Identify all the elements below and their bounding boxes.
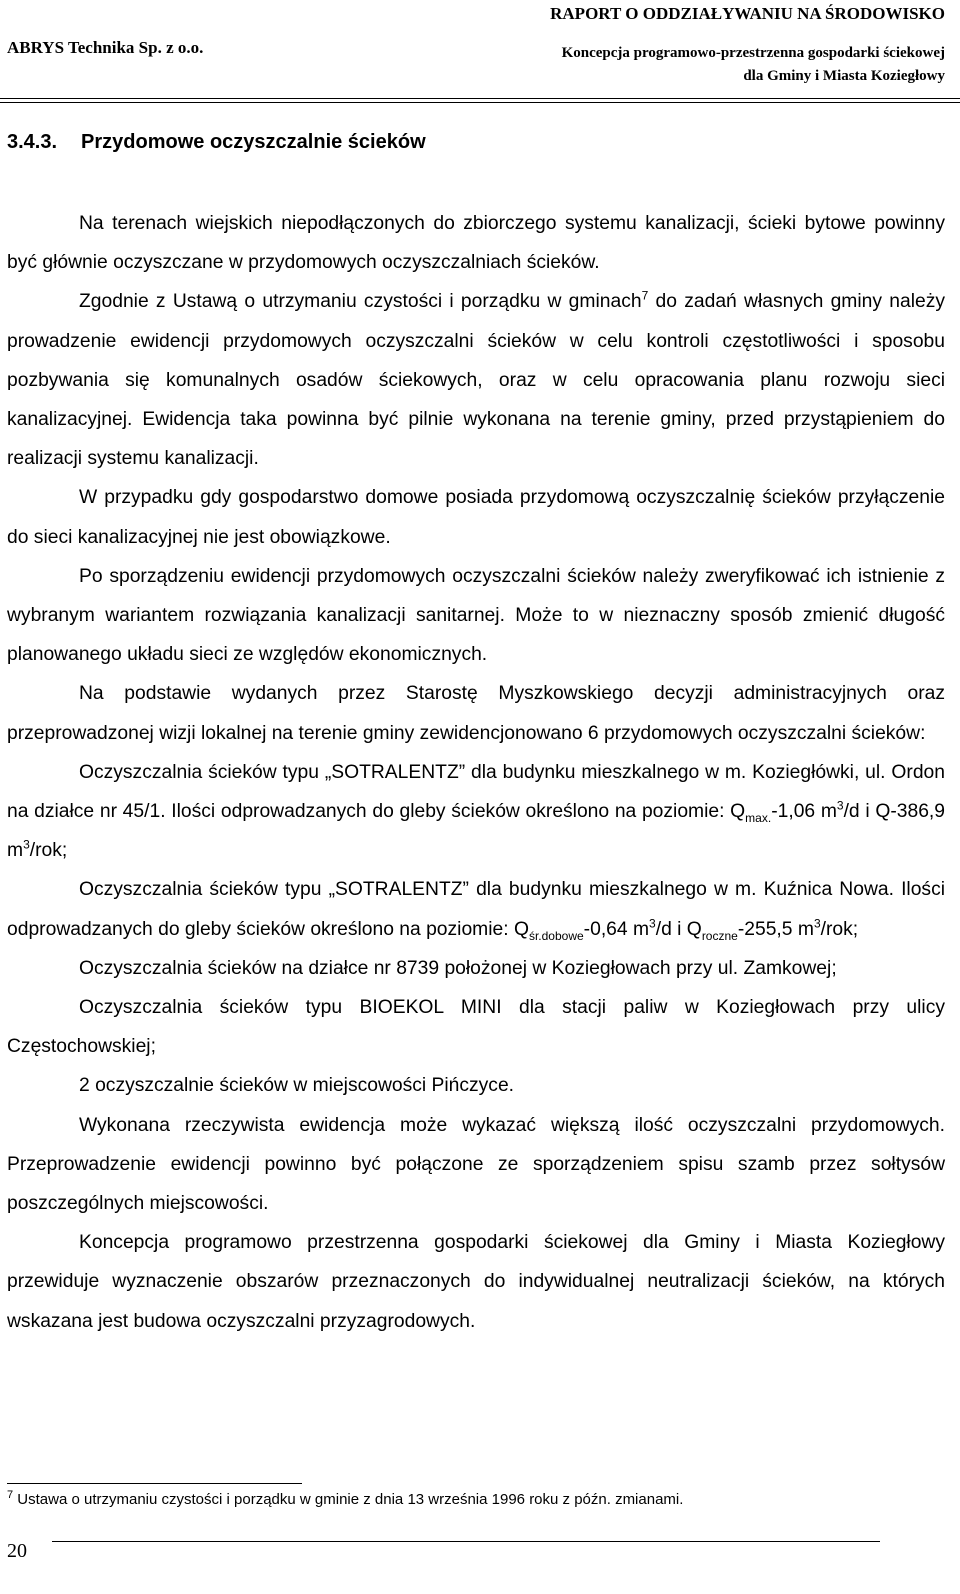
footer-rule <box>52 1541 880 1542</box>
concept-title-line2: dla Gminy i Miasta Koziegłowy <box>743 68 945 84</box>
list-item: Oczyszczalnia ścieków typu „SOTRALENTZ” dla budynku mieszkalnego w m. Koziegłówki, ul. Ordon na działce nr 45/1. Ilości odprowadzanych do gleby ścieków określono na poziomie: $Q_{max.}-1,06$ $m^3/d$ i Q-386,9 $m^3$/rok; <box>7 761 945 862</box>
section-heading <box>7 131 426 154</box>
footnote-text: Ustawa o utrzymaniu czystości i porządku w gminie z dnia 13 września 1996 roku z późn. zmianami. <box>13 1491 684 1508</box>
concept-title-line1: Koncepcja programowo-przestrzenna gospodarki ściekowej <box>561 45 945 61</box>
company-name: ABRYS Technika Sp. z o.o. <box>7 38 204 57</box>
paragraph: Koncepcja programowo przestrzenna gospodarki ściekowej dla Gminy i Miasta Koziegłowy przewiduje wyznaczenie obszarów przeznaczonych do indywidualnej neutralizacji ścieków, na których wskazana jest budowa oczyszczalni przyzagrodowych. <box>7 1232 945 1332</box>
paragraph: Zgodnie z Ustawą o utrzymaniu czystości i porządku w gminach$^7$ do zadań własnych gminy należy prowadzenie ewidencji przydomowych oczyszczalni ścieków w celu kontroli częstotliwości i sposobu pozbywania się komunalnych osadów ściekowych, oraz w celu opracowania planu rozwoju sieci kanalizacyjnej. Ewidencja taka powinna być pilnie wykonana na terenie gminy, przed przystąpieniem do realizacji systemu kanalizacji. <box>7 288 946 470</box>
paragraph: Wykonana rzeczywista ewidencja może wykazać większą ilość oczyszczalni przydomowych. Przeprowadzenie ewidencji powinno być połączone ze sporządzeniem spisu szamb przez sołtysów poszczególnych miejscowości. <box>7 1114 945 1215</box>
page-number: 20 <box>7 1540 27 1562</box>
header-rule-thick <box>0 98 960 99</box>
footnote <box>7 1490 683 1510</box>
list-item: Oczyszczalnia ścieków typu BIOEKOL MINI dla stacji paliw w Koziegłowach przy ulicy Częstochowskiej; <box>7 997 945 1058</box>
list-item: 2 oczyszczalnie ścieków w miejscowości Pińczyce. <box>79 1075 515 1097</box>
section-title: Przydomowe oczyszczalnie ścieków <box>81 131 426 153</box>
body-text <box>7 204 945 1341</box>
footnote-ref: 7 <box>641 288 649 303</box>
section-number: 3.4.3. <box>7 131 58 153</box>
list-item: Oczyszczalnia ścieków typu „SOTRALENTZ” dla budynku mieszkalnego w m. Kuźnica Nowa. Ilości odprowadzanych do gleby ścieków określono na poziomie: $Q_{śr.dobowe}-0,64$ $m^3/d$ i $Q_{roczne}-255,5$ $m^3$/rok; <box>7 879 945 943</box>
paragraph: W przypadku gdy gospodarstwo domowe posiada przydomową oczyszczalnię ścieków przyłączenie do sieci kanalizacyjnej nie jest obowiązkowe. <box>7 487 945 548</box>
paragraph: Na terenach wiejskich niepodłączonych do zbiorczego systemu kanalizacji, ścieki bytowe powinny być głównie oczyszczane w przydomowych oczyszczalniach ścieków. <box>7 213 945 274</box>
list-item: Oczyszczalnia ścieków na działce nr 8739 położonej w Koziegłowach przy ul. Zamkowej; <box>79 957 837 979</box>
footnote-marker: 7 <box>7 1489 14 1501</box>
report-title: RAPORT O ODDZIAŁYWANIU NA ŚRODOWISKO <box>550 4 945 23</box>
header-rule-thin <box>0 102 960 103</box>
paragraph: Po sporządzeniu ewidencji przydomowych oczyszczalni ścieków należy zweryfikować ich istnienie z wybranym wariantem rozwiązania kanalizacji sanitarnej. Może to w nieznaczny sposób zmienić długość planowanego układu sieci ze względów ekonomicznych. <box>7 565 945 666</box>
footnote-separator <box>7 1483 302 1484</box>
paragraph: Na podstawie wydanych przez Starostę Myszkowskiego decyzji administracyjnych oraz przeprowadzonej wizji lokalnej na terenie gminy zewidencjonowano 6 przydomowych oczyszczalni ścieków: <box>7 683 945 744</box>
